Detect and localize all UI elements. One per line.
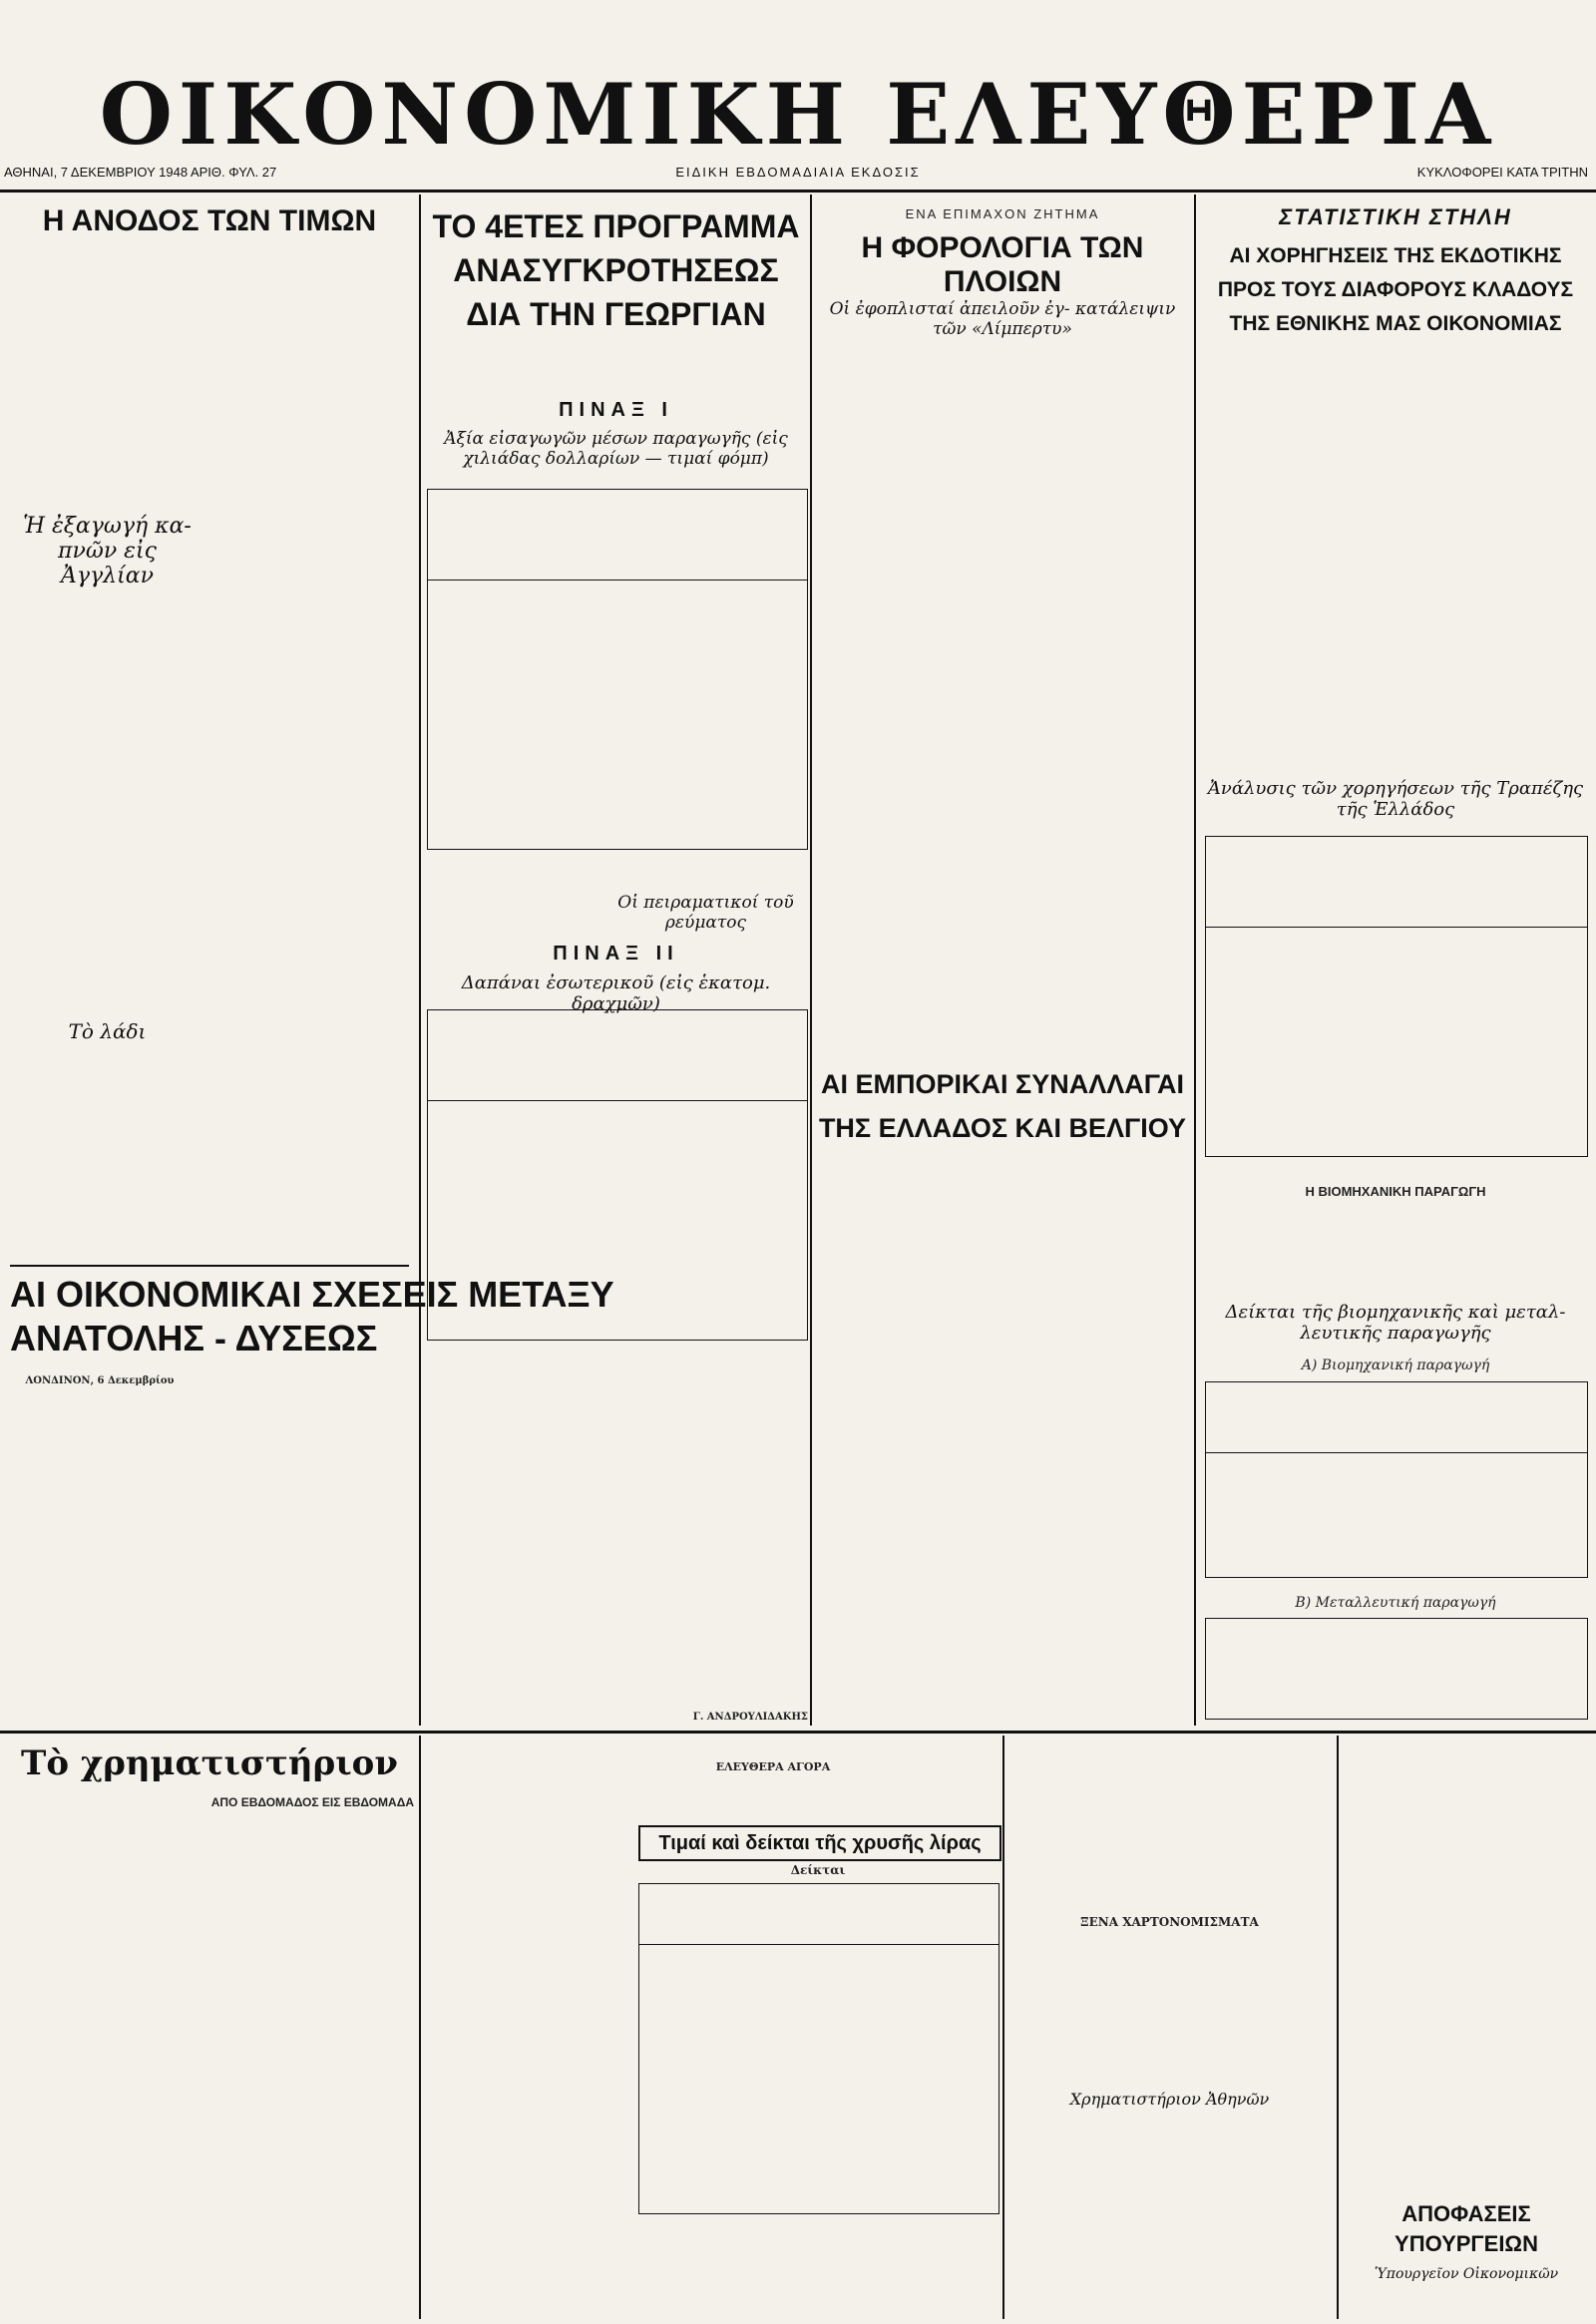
program-headline: ΤΟ 4ΕΤΕΣ ΠΡΟΓΡΑΜΜΑ ΑΝΑΣΥΓΚΡΟΤΗΣΕΩΣ ΔΙΑ ΤΗΝ ΓΕΩΡΓΙΑΝ [432, 208, 800, 332]
program-table1 [427, 489, 808, 850]
prices-headline: Η ΑΝΟΔΟΣ ΤΩΝ ΤΙΜΩΝ [42, 204, 377, 237]
eastwest-rule [10, 1265, 409, 1267]
eastwest-dateline: ΛΟΝΔΙΝΟΝ, 6 Δεκεμβρίου [25, 1375, 175, 1386]
dateline-center: ΕΙΔΙΚΗ ΕΒΔΟΜΑΔΙΑΙΑ ΕΚΔΟΣΙΣ [675, 165, 921, 180]
column-rule [419, 194, 421, 1726]
stats-subhead-mining: Β) Μεταλλευτική παραγωγή [1295, 1595, 1496, 1611]
prices-subhead-tobacco: Ἡ ἐξαγωγή κα- πνῶν εἰς Ἀγγλίαν [23, 514, 192, 588]
gold-subhead-indices: Δείκται [790, 1863, 846, 1877]
ships-headline: Η ΦΟΡΟΛΟΓΙΑ ΤΩΝ ΠΛΟΙΩΝ [861, 231, 1144, 298]
masthead-rule [0, 190, 1596, 193]
exchange-subhead: ΑΠΟ ΕΒΔΟΜΑΔΟΣ ΕΙΣ ΕΒΔΟΜΑΔΑ [210, 1795, 414, 1809]
currency-subhead: ΞΕΝΑ ΧΑΡΤΟΝΟΜΙΣΜΑΤΑ [1080, 1915, 1259, 1929]
table-header [1206, 1382, 1587, 1453]
athens-exchange-subhead: Χρηματιστήριον Ἀθηνῶν [1069, 2090, 1270, 2109]
stats-subhead-industrial: Α) Βιομηχανική παραγωγή [1301, 1357, 1490, 1373]
decisions-subhead: Ὑπουργεῖον Οἰκονομικῶν [1374, 2266, 1559, 2282]
gold-table [638, 1883, 999, 2214]
dateline-left: ΑΘΗΝΑΙ, 7 ΔΕΚΕΜΒΡΙΟΥ 1948 ΑΡΙΘ. ΦΥΛ. 27 [4, 165, 277, 180]
dateline-right: ΚΥΚΛΟΦΟΡΕΙ ΚΑΤΑ ΤΡΙΤΗΝ [1416, 165, 1588, 180]
prices-subhead-oil: Τὸ λάδι [68, 1019, 147, 1043]
program-table2-title: ΠΙΝΑΞ ΙΙ [553, 943, 679, 965]
table-header [428, 1010, 807, 1101]
eastwest-signature: Γ. ΑΝΔΡΟΥΛΙΔΑΚΗΣ [692, 1712, 808, 1723]
stats-table-loans [1205, 836, 1588, 1157]
stats-subhead-industry: Η ΒΙΟΜΗΧΑΝΙΚΗ ΠΑΡΑΓΩΓΗ [1305, 1184, 1486, 1199]
table-header [1206, 837, 1587, 928]
masthead [0, 60, 1596, 170]
program-table1-subtitle: Ἀξία εἰσαγωγῶν μέσων παραγωγῆς (εἰς χιλιάδας δολλαρίων — τιμαί φόμπ) [444, 429, 788, 469]
program-side-subhead: Οἱ πειραματικοί τοῦ ρεύματος [617, 893, 794, 933]
lower-band-rule [0, 1731, 1596, 1734]
column-rule [1337, 1736, 1339, 2319]
stats-subhead-indices: Δείκται τῆς βιομηχανικῆς καὶ μεταλ- λευτικῆς παραγωγῆς [1225, 1302, 1566, 1344]
stats-kicker: ΣΤΑΤΙΣΤΙΚΗ ΣΤΗΛΗ [1279, 204, 1512, 229]
belgium-headline: ΑΙ ΕΜΠΟΡΙΚΑΙ ΣΥΝΑΛΛΑΓΑΙ ΤΗΣ ΕΛΛΑΔΟΣ ΚΑΙ ΒΕΛΓΙΟΥ [818, 1069, 1187, 1143]
program-table2 [427, 1009, 808, 1341]
prices-body-col1 [10, 257, 204, 527]
column-rule [1194, 194, 1196, 1726]
exchange-headline: Τὸ χρηματιστήριον [21, 1743, 398, 1783]
gold-headline: Τιμαί καὶ δείκται τῆς χρυσῆς λίρας [638, 1825, 1001, 1861]
decisions-headline: ΑΠΟΦΑΣΕΙΣ ΥΠΟΥΡΓΕΙΩΝ [1395, 2201, 1538, 2256]
table-header [428, 490, 807, 581]
stats-table-mining [1205, 1618, 1588, 1720]
gold-market: ΕΛΕΥΘΕΡΑ ΑΓΟΡΑ [715, 1760, 831, 1773]
stats-subhead-analysis: Ἀνάλυσις τῶν χορηγήσεων τῆς Τραπέζης τῆς Ἑλλάδος [1207, 778, 1584, 820]
column-rule [419, 1736, 421, 2319]
program-table1-title: ΠΙΝΑΞ Ι [559, 399, 673, 421]
column-rule [1002, 1736, 1004, 2319]
ships-subhead: Οἱ ἐφοπλισταί ἀπειλοῦν ἐγ- κατάλειψιν τῶν «Λίμπερτυ» [829, 299, 1176, 339]
dateline [0, 165, 1596, 187]
stats-table-industrial [1205, 1381, 1588, 1578]
eastwest-headline: ΑΙ ΟΙΚΟΝΟΜΙΚΑΙ ΣΧΕΣΕΙΣ ΜΕΤΑΞΥ ΑΝΑΤΟΛΗΣ - ΔΥΣΕΩΣ [10, 1274, 614, 1358]
column-rule [810, 194, 812, 1726]
newspaper-title: ΟΙΚΟΝΟΜΙΚΗ ΕΛΕΥΘΕΡΙΑ [99, 65, 1497, 164]
program-table2-subtitle: Δαπάναι ἐσωτερικοῦ (εἰς ἑκατομ. δραχμῶν) [461, 972, 771, 1014]
table-header [639, 1884, 998, 1945]
stats-headline: ΑΙ ΧΟΡΗΓΗΣΕΙΣ ΤΗΣ ΕΚΔΟΤΙΚΗΣ ΠΡΟΣ ΤΟΥΣ ΔΙΑΦΟΡΟΥΣ ΚΛΑΔΟΥΣ ΤΗΣ ΕΘΝΙΚΗΣ ΜΑΣ ΟΙΚΟΝΟΜΙΑΣ [1217, 244, 1574, 335]
ships-kicker: ΕΝΑ ΕΠΙΜΑΧΟΝ ΖΗΤΗΜΑ [905, 206, 1100, 221]
